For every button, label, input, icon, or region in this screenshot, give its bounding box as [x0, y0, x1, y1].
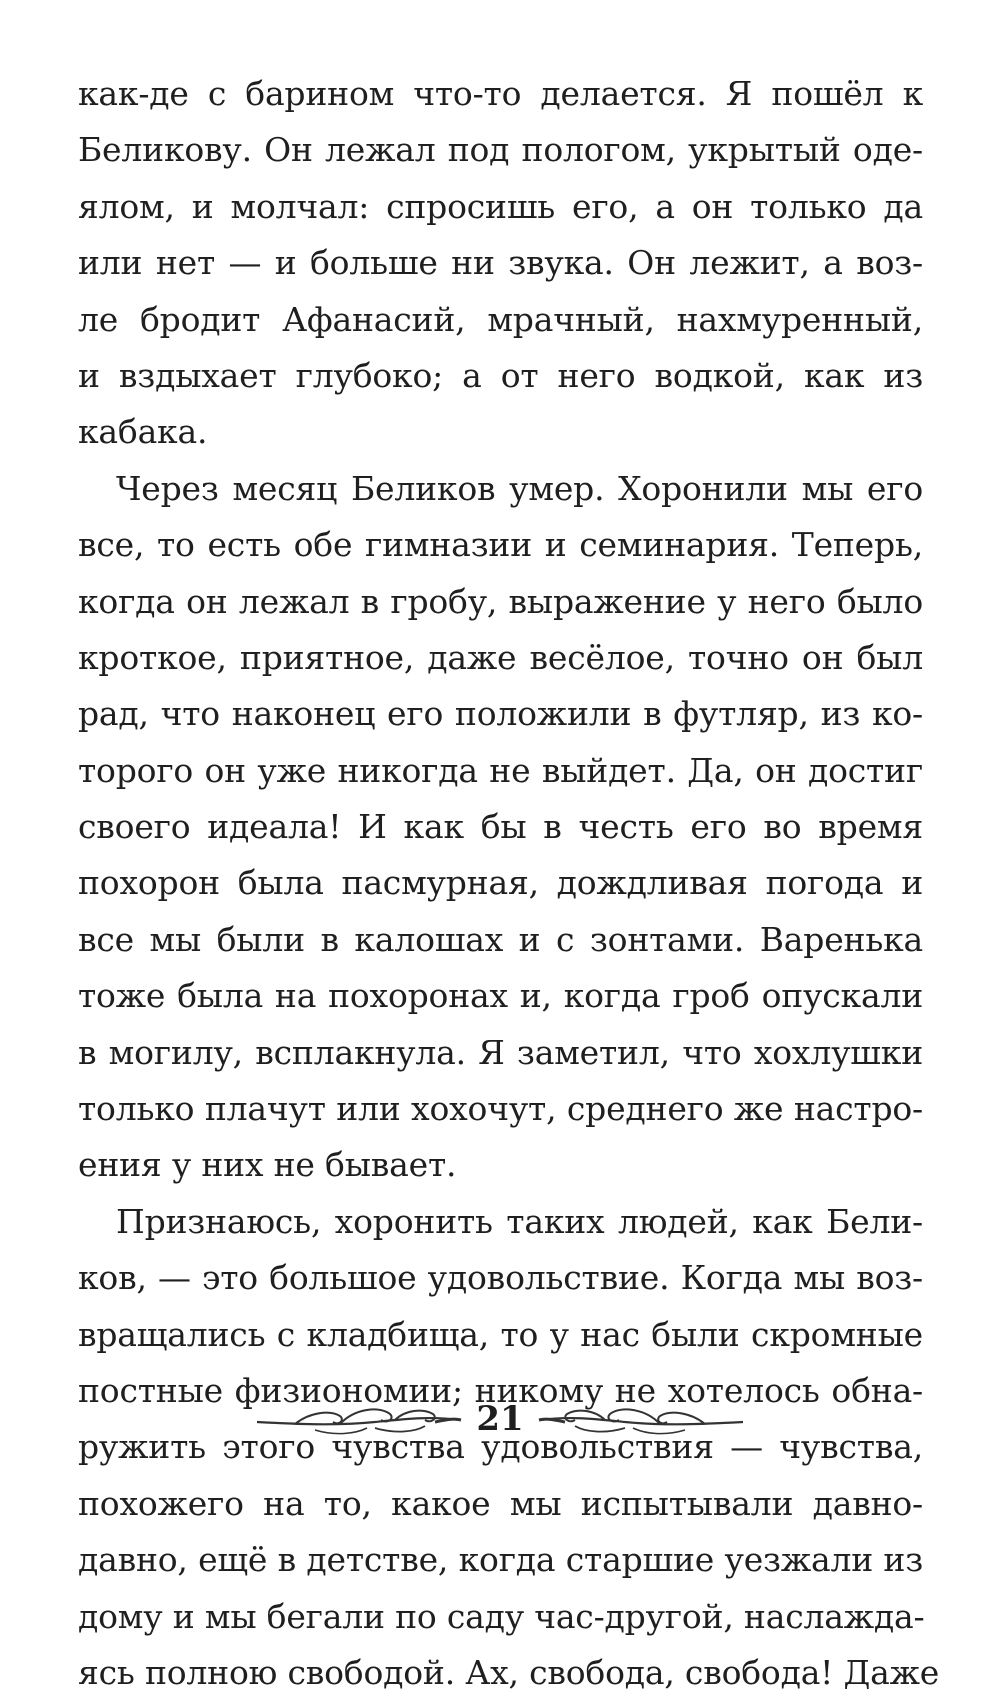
text-line: давно, ещё в детстве, когда старшие уезжали из [78, 1540, 923, 1580]
text-line: или нет — и больше ни звука. Он лежит, а воз- [78, 243, 923, 283]
text-line: ясь полною свободой. Ах, свобода, свобода! Даже [78, 1652, 940, 1692]
text-line: ков, — это большое удовольствие. Когда мы воз- [78, 1258, 923, 1298]
text-line: Признаюсь, хоронить таких людей, как Бели- [116, 1201, 923, 1241]
text-line: ения у них не бывает. [78, 1145, 457, 1185]
text-line: своего идеала! И как бы в честь его во время [78, 807, 923, 847]
text-line: в могилу, всплакнула. Я заметил, что хохлушки [78, 1032, 923, 1072]
text-line: дому и мы бегали по саду час-другой, наслажда- [78, 1596, 925, 1636]
paragraph [78, 461, 923, 1194]
text-line: Беликову. Он лежал под пологом, укрытый оде- [78, 130, 923, 170]
text-line: как-де с барином что-то делается. Я пошёл к [78, 74, 923, 113]
text-line: ялом, и молчал: спросишь его, а он только да [78, 186, 923, 226]
text-line: ле бродит Афанасий, мрачный, нахмуренный, [78, 299, 923, 339]
flourish-ornament-icon [255, 1402, 465, 1443]
text-line: похорон была пасмурная, дождливая погода и [78, 863, 923, 903]
text-line: Через месяц Беликов умер. Хоронили мы его [116, 468, 923, 508]
text-line: тоже была на похоронах и, когда гроб опускали [78, 976, 923, 1016]
flourish-ornament-icon [535, 1402, 745, 1443]
text-line: ружить этого чувства удовольствия — чувства, [78, 1427, 923, 1467]
text-line: и вздыхает глубоко; а от него водкой, как из [78, 355, 923, 395]
text-line: кабака. [78, 412, 208, 452]
text-line: торого он уже никогда не выйдет. Да, он достиг [78, 750, 923, 790]
text-line: рад, что наконец его положили в футляр, из ко- [78, 694, 923, 734]
text-line: вращались с кладбища, то у нас были скромные [78, 1314, 923, 1354]
text-line: все, то есть обе гимназии и семинария. Теперь, [78, 525, 923, 565]
text-line: кроткое, приятное, даже весёлое, точно он был [78, 637, 923, 677]
text-line: когда он лежал в гробу, выражение у него было [78, 581, 923, 621]
text-line: похожего на то, какое мы испытывали давно- [78, 1483, 923, 1523]
text-line: только плачут или хохочут, среднего же настро- [78, 1089, 923, 1129]
page-footer [0, 1388, 1000, 1468]
page-number: 21 [476, 1399, 524, 1439]
text-line: постные физиономии; никому не хотелось обна- [78, 1370, 923, 1410]
paragraph [78, 66, 923, 461]
text-line: все мы были в калошах и с зонтами. Варенька [78, 919, 923, 959]
